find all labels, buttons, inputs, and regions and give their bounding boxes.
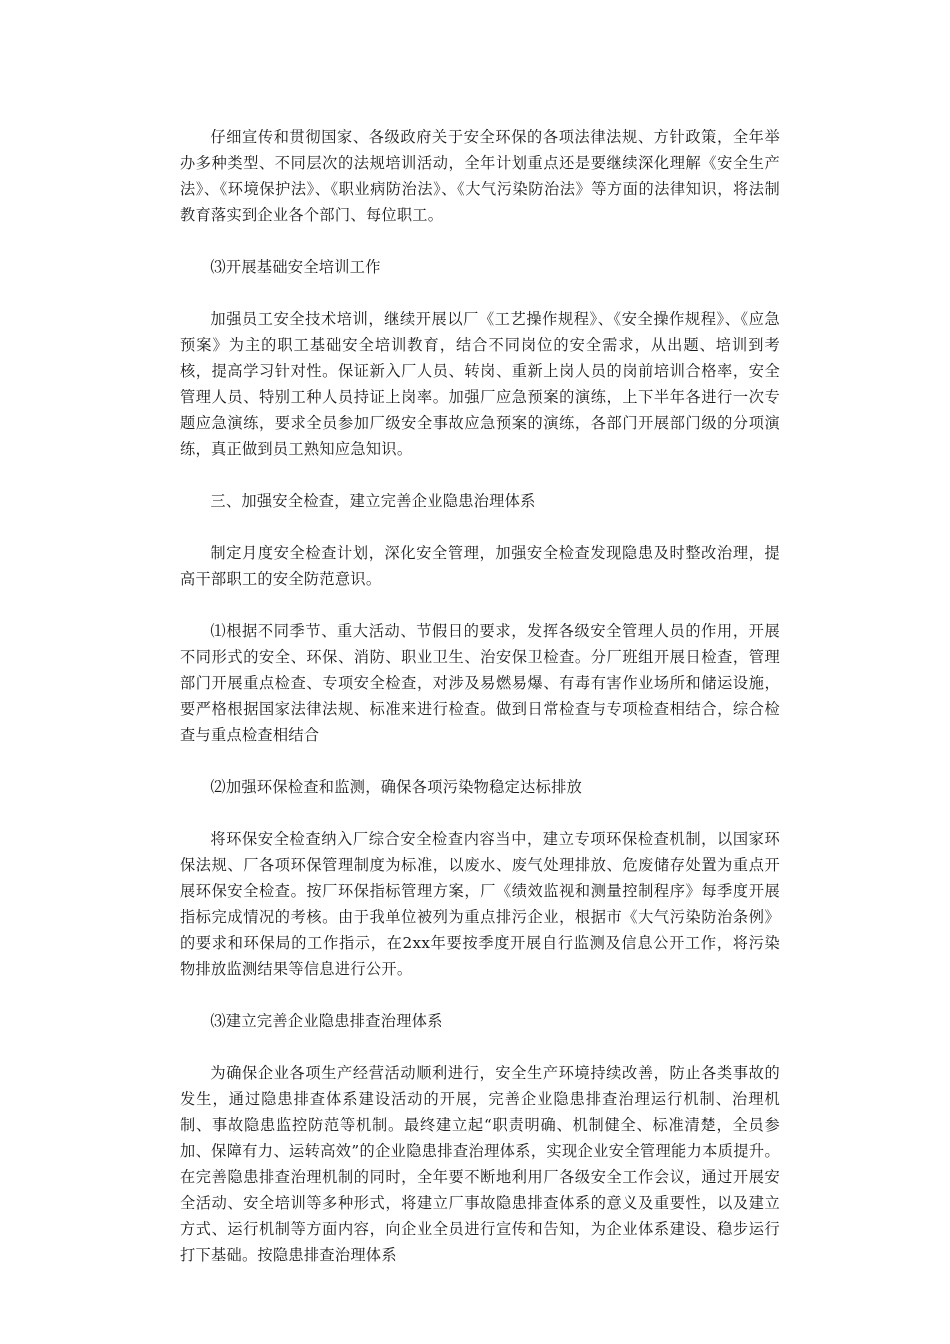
paragraph-hazard-system: 为确保企业各项生产经营活动顺利进行，安全生产环境持续改善，防止各类事故的发生，通过隐患排查体系建设活动的开展，完善企业隐患排查治理运行机制、治理机制、事故隐患监控防范等机制。最终建立起“职责明确、机制健全、标准清楚，全员参加、保障有力、运转高效”的企业隐患排查治理体系，实现企业安全管理能力本质提升。在完善隐患排查治理机制的同时，全年要不断地利用厂各级安全工作会议，通过开展安全活动、安全培训等多种形式，将建立厂事故隐患排查体系的意义及重要性，以及建立方式、运行机制等方面内容，向企业全员进行宣传和告知，为企业体系建设、稳步运行打下基础。按隐患排查治理体系 [180,1064,780,1264]
paragraph-monthly-plan: 制定月度安全检查计划，深化安全管理，加强安全检查发现隐患及时整改治理，提高干部职工的安全防范意识。 [180,544,780,588]
paragraph-gap [180,514,780,540]
paragraph-legal-education: 仔细宣传和贯彻国家、各级政府关于安全环保的各项法律法规、方针政策，全年举办多种类型、不同层次的法规培训活动，全年计划重点还是要继续深化理解《安全生产法》、《环境保护法》、《职业病防治法》、《大气污染防治法》等方面的法律知识，将法制教育落实到企业各个部门、每位职工。 [180,128,780,224]
paragraph-gap [180,280,780,306]
heading-env-monitoring: ⑵加强环保检查和监测，确保各项污染物稳定达标排放 [210,778,583,796]
paragraph-gap [180,800,780,826]
heading-hazard-system: ⑶建立完善企业隐患排查治理体系 [210,1012,443,1030]
paragraph-training: 加强员工安全技术培训，继续开展以厂《工艺操作规程》、《安全操作规程》、《应急预案》为主的职工基础安全培训教育，结合不同岗位的安全需求，从出题、培训到考核，提高学习针对性。保证新入厂人员、转岗、重新上岗人员的岗前培训合格率，安全管理人员、特别工种人员持证上岗率。加强厂应急预案的演练，上下半年各进行一次专题应急演练，要求全员参加厂级安全事故应急预案的演练，各部门开展部门级的分项演练，真正做到员工熟知应急知识。 [180,310,780,458]
paragraph-gap [180,748,780,774]
paragraph-gap [180,462,780,488]
paragraph-gap [180,1034,780,1060]
paragraph-env-checks: 将环保安全检查纳入厂综合安全检查内容当中，建立专项环保检查机制，以国家环保法规、厂各项环保管理制度为标准，以废水、废气处理排放、危废储存处置为重点开展环保安全检查。按厂环保指标管理方案，厂《绩效监视和测量控制程序》每季度开展指标完成情况的考核。由于我单位被列为重点排污企业，根据市《大气污染防治条例》的要求和环保局的工作指示，在2xx年要按季度开展自行监测及信息公开工作，将污染物排放监测结果等信息进行公开。 [180,830,780,978]
paragraph-seasonal-checks: ⑴根据不同季节、重大活动、节假日的要求，发挥各级安全管理人员的作用，开展不同形式的安全、环保、消防、职业卫生、治安保卫检查。分厂班组开展日检查，管理部门开展重点检查、专项安全检查，对涉及易燃易爆、有毒有害作业场所和储运设施，要严格根据国家法律法规、标准来进行检查。做到日常检查与专项检查相结合，综合检查与重点检查相结合 [180,622,780,744]
paragraph-gap [180,592,780,618]
paragraph-gap [180,982,780,1008]
document-body [180,124,780,1268]
paragraph-gap [180,228,780,254]
heading-basic-training: ⑶开展基础安全培训工作 [210,258,381,276]
section-heading-inspection: 三、加强安全检查，建立完善企业隐患治理体系 [210,492,536,510]
